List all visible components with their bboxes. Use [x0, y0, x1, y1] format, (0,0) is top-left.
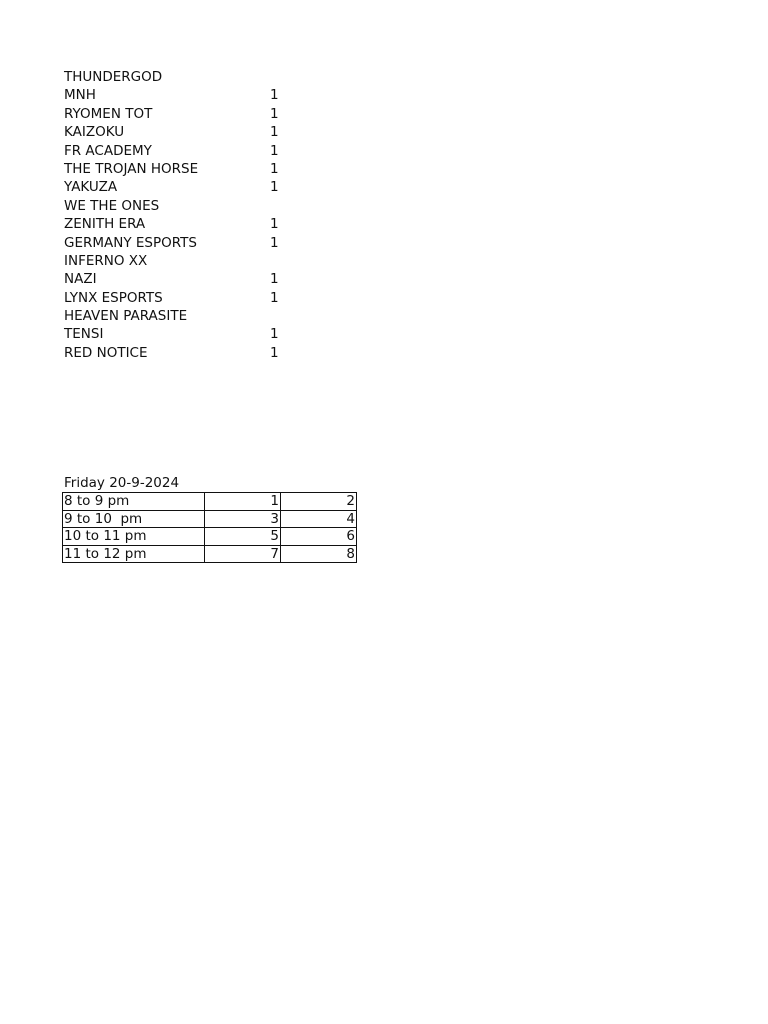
team-mark: 1: [270, 124, 279, 141]
team-name: GERMANY ESPORTS: [64, 234, 197, 251]
team-mark: 1: [270, 105, 279, 122]
team-name: RYOMEN TOT: [64, 105, 153, 122]
match-number-cell: 4: [281, 510, 357, 528]
team-row: [64, 307, 304, 325]
match-number-cell: 1: [205, 493, 281, 511]
schedule-date: Friday 20-9-2024: [64, 475, 180, 491]
match-number-cell: 3: [205, 510, 281, 528]
team-row: [64, 215, 304, 233]
team-name: YAKUZA: [64, 179, 118, 196]
team-name: FR ACADEMY: [64, 142, 152, 159]
team-mark: 1: [270, 160, 279, 177]
team-mark: 1: [270, 87, 279, 104]
team-row: [64, 234, 304, 252]
team-row: [64, 178, 304, 196]
team-name: NAZI: [64, 271, 97, 288]
time-slot-cell: 8 to 9 pm: [63, 493, 205, 511]
table-row: [63, 545, 357, 563]
match-number-cell: 5: [205, 528, 281, 546]
team-mark: 1: [270, 271, 279, 288]
team-row: [64, 160, 304, 178]
team-name: INFERNO XX: [64, 252, 148, 269]
team-row: [64, 123, 304, 141]
table-row: [63, 510, 357, 528]
team-mark: 1: [270, 179, 279, 196]
match-number-cell: 7: [205, 545, 281, 563]
time-slot-cell: 9 to 10 pm: [63, 510, 205, 528]
table-row: [63, 493, 357, 511]
match-number-cell: 8: [281, 545, 357, 563]
team-row: [64, 197, 304, 215]
team-name: TENSI: [64, 326, 104, 343]
team-row: [64, 86, 304, 104]
team-mark: 1: [270, 344, 279, 361]
team-row: [64, 252, 304, 270]
match-number-cell: 2: [281, 493, 357, 511]
team-mark: 1: [270, 326, 279, 343]
team-name: WE THE ONES: [64, 197, 160, 214]
team-list: [64, 68, 304, 362]
team-mark: 1: [270, 142, 279, 159]
team-mark: 1: [270, 216, 279, 233]
team-row: [64, 289, 304, 307]
time-slot-cell: 11 to 12 pm: [63, 545, 205, 563]
team-row: [64, 325, 304, 343]
team-name: RED NOTICE: [64, 344, 148, 361]
team-mark: 1: [270, 234, 279, 251]
team-name: KAIZOKU: [64, 124, 125, 141]
team-mark: 1: [270, 289, 279, 306]
team-name: THE TROJAN HORSE: [64, 160, 199, 177]
team-row: [64, 68, 304, 86]
schedule-section: [62, 474, 357, 563]
team-name: ZENITH ERA: [64, 216, 146, 233]
team-name: HEAVEN PARASITE: [64, 308, 188, 325]
team-name: MNH: [64, 87, 96, 104]
time-slot-cell: 10 to 11 pm: [63, 528, 205, 546]
team-row: [64, 105, 304, 123]
team-name: THUNDERGOD: [64, 69, 163, 85]
team-row: [64, 270, 304, 288]
team-row: [64, 344, 304, 362]
schedule-table: [62, 492, 357, 563]
match-number-cell: 6: [281, 528, 357, 546]
team-row: [64, 142, 304, 160]
team-name: LYNX ESPORTS: [64, 289, 163, 306]
table-row: [63, 528, 357, 546]
